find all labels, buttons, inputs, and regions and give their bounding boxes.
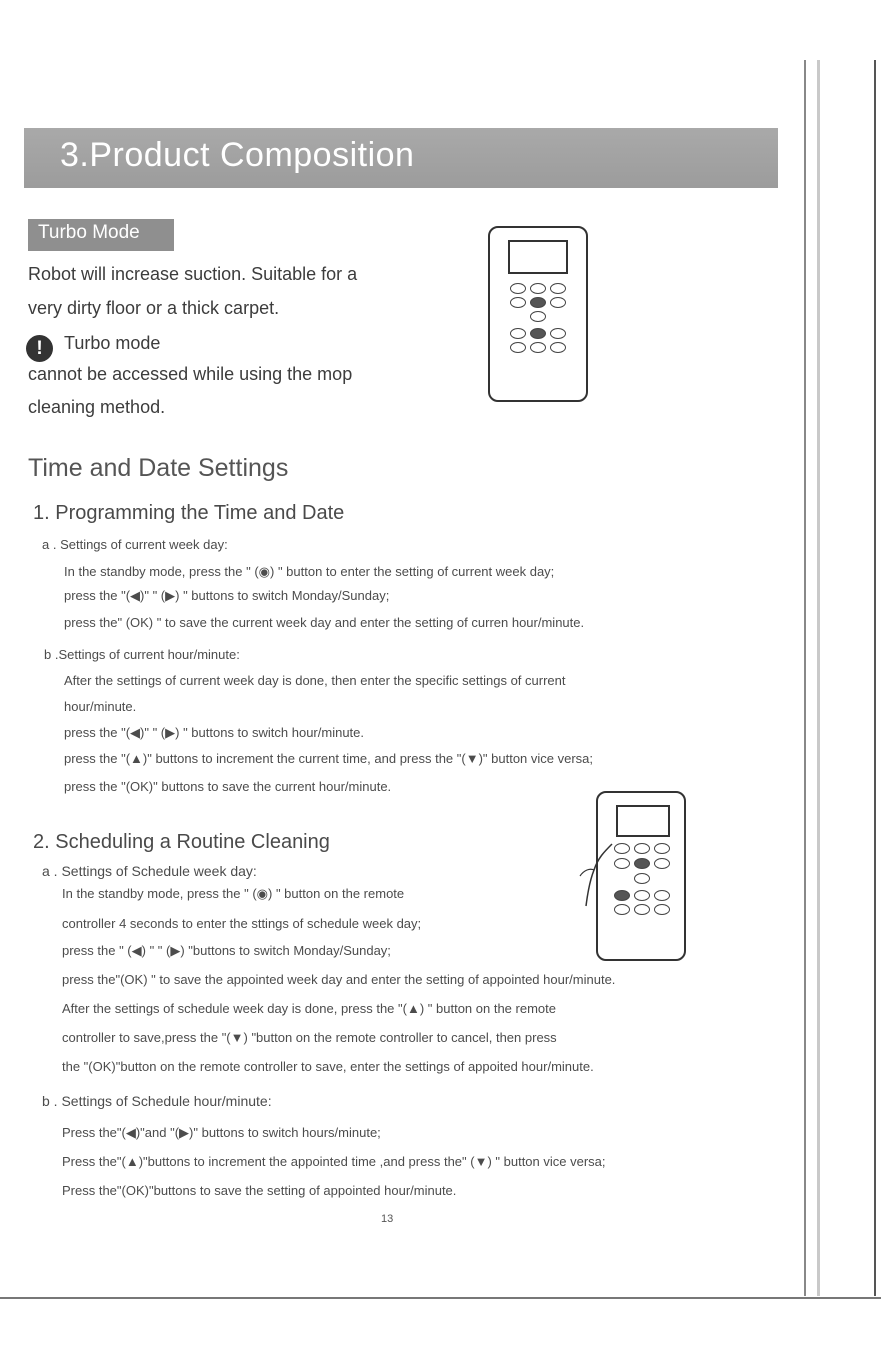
turbo-note-line-1: cannot be accessed while using the mop: [28, 364, 353, 384]
remote-key: [550, 297, 566, 308]
hour-minute-step-5: press the "(OK)" buttons to save the current hour/minute.: [64, 779, 392, 794]
schedule-weekday-step-2: controller 4 seconds to enter the sttings of schedule week day;: [62, 916, 422, 931]
hour-minute-step-1: After the settings of current week day is done, then enter the specific settings of current: [64, 673, 566, 688]
turbo-note-line-2: cleaning method.: [28, 397, 166, 417]
time-date-heading: Time and Date Settings: [28, 454, 289, 482]
turbo-description-line-2: very dirty floor or a thick carpet.: [28, 298, 280, 318]
remote-key: [634, 873, 650, 884]
schedule-weekday-step-3: press the " (◀) " " (▶) "buttons to switch Monday/Sunday;: [62, 943, 391, 958]
page-edge-shadow: [817, 60, 820, 1296]
remote-key: [654, 858, 670, 869]
remote-key: [530, 283, 546, 294]
remote-key: [654, 890, 670, 901]
schedule-hour-minute-step-1: Press the"(◀)"and "(▶)" buttons to switch hours/minute;: [62, 1125, 381, 1140]
remote-key: [550, 342, 566, 353]
remote-key: [634, 858, 650, 869]
weekday-step-2: press the "(◀)" " (▶) " buttons to switch Monday/Sunday;: [64, 588, 390, 603]
hour-minute-step-3: press the "(◀)" " (▶) " buttons to switch hour/minute.: [64, 725, 365, 740]
remote-key: [530, 328, 546, 339]
remote-key: [510, 297, 526, 308]
schedule-weekday-step-5: After the settings of schedule week day is done, press the "(▲) " button on the remote: [62, 1001, 556, 1016]
turbo-mode-label: Turbo Mode: [38, 222, 140, 243]
remote-screen: [508, 240, 568, 274]
remote-key: [654, 904, 670, 915]
schedule-hour-minute-step-2: Press the"(▲)"buttons to increment the appointed time ,and press the" (▼) " button vice versa;: [62, 1154, 606, 1169]
schedule-weekday-step-6: controller to save,press the "(▼) "button on the remote controller to cancel, then press: [62, 1030, 557, 1045]
remote-key: [510, 283, 526, 294]
hour-minute-step-4: press the "(▲)" buttons to increment the current time, and press the "(▼)" button vice versa;: [64, 751, 594, 766]
remote-key: [510, 328, 526, 339]
schedule-weekday-step-1: In the standby mode, press the " (◉) " button on the remote: [62, 886, 405, 901]
remote-key: [550, 283, 566, 294]
schedule-weekday-step-7: the "(OK)"button on the remote controller to save, enter the settings of appoited hour/minute.: [62, 1059, 594, 1074]
schedule-weekday-step-4: press the"(OK) " to save the appointed week day and enter the setting of appointed hour/minute.: [62, 972, 616, 987]
turbo-description-line-1: Robot will increase suction. Suitable for a: [28, 264, 358, 284]
weekday-step-3: press the" (OK) " to save the current week day and enter the setting of curren hour/minute.: [64, 615, 585, 630]
weekday-settings-title: a . Settings of current week day:: [42, 537, 228, 552]
remote-key: [530, 342, 546, 353]
hour-minute-step-2: hour/minute.: [64, 699, 137, 714]
page-bottom-edge: [0, 1297, 881, 1299]
remote-key: [550, 328, 566, 339]
remote-key: [634, 904, 650, 915]
page-edge-line-outer: [874, 60, 876, 1296]
remote-key: [634, 890, 650, 901]
schedule-hour-minute-title: b . Settings of Schedule hour/minute:: [42, 1093, 272, 1109]
section-title: 3.Product Composition: [60, 136, 415, 174]
weekday-step-1: In the standby mode, press the " (◉) " button to enter the setting of current week day;: [64, 564, 555, 579]
section-banner: [24, 128, 778, 188]
remote-key: [654, 843, 670, 854]
turbo-note-title: Turbo mode: [64, 333, 161, 353]
turbo-mode-badge: [28, 219, 174, 251]
remote-screen: [616, 805, 670, 837]
pointing-hand-icon: [578, 830, 618, 910]
scheduling-title: 2. Scheduling a Routine Cleaning: [33, 831, 330, 853]
remote-key: [510, 342, 526, 353]
remote-key: [634, 843, 650, 854]
remote-key: [530, 311, 546, 322]
schedule-weekday-title: a . Settings of Schedule week day:: [42, 863, 257, 879]
remote-key: [530, 297, 546, 308]
page-edge-line: [804, 60, 806, 1296]
warning-icon: !: [26, 335, 53, 362]
hour-minute-settings-title: b .Settings of current hour/minute:: [44, 647, 240, 662]
schedule-hour-minute-step-3: Press the"(OK)"buttons to save the setting of appointed hour/minute.: [62, 1183, 457, 1198]
programming-title: 1. Programming the Time and Date: [33, 502, 345, 524]
page-number: 13: [381, 1213, 394, 1225]
remote-control-illustration: [488, 226, 588, 402]
